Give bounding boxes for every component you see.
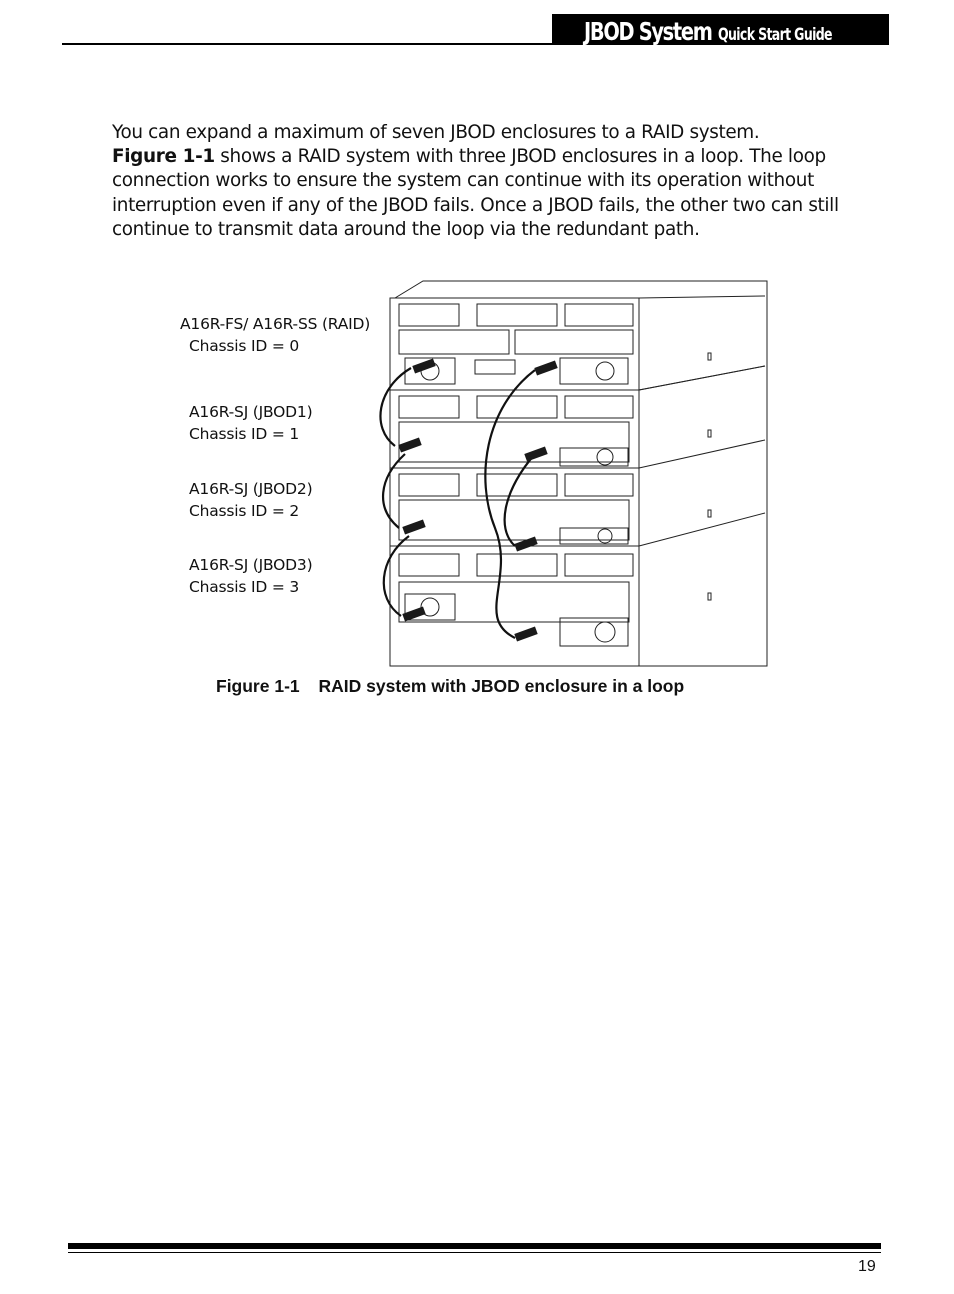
label-chassis-id: Chassis ID = 3 <box>189 577 300 596</box>
figure-label-jbod1 <box>189 402 312 445</box>
chassis-jbod2 <box>390 468 765 546</box>
loop-cables <box>380 368 535 638</box>
raid-jbod-stack-illustration <box>375 278 771 672</box>
chassis-jbod3 <box>390 546 639 666</box>
caption-number: Figure 1-1 <box>216 676 300 696</box>
intro-sentence: You can expand a maximum of seven JBOD enclosures to a RAID system. <box>112 122 760 143</box>
header-title-main: JBOD System <box>584 17 712 46</box>
figure-caption <box>216 676 684 697</box>
header-title-badge <box>552 14 889 45</box>
label-model: A16R-SJ (JBOD3) <box>189 556 313 574</box>
label-model: A16R-SJ (JBOD1) <box>189 403 313 421</box>
page-number: 19 <box>858 1258 876 1275</box>
paragraph-rest: shows a RAID system with three JBOD enclosures in a loop. The loop connection works to ensure the system can continue with its operation without interruption even if any of the JBOD fails. Once a JBOD fails, the other two can still continue to transmit data around the loop via the redundant path. <box>112 146 839 240</box>
label-model: A16R-SJ (JBOD2) <box>189 480 313 498</box>
header-title-sub: Quick Start Guide <box>718 25 833 45</box>
figure-label-raid <box>180 314 370 357</box>
footer-rule-thick <box>68 1243 881 1249</box>
footer-rule-thin <box>68 1252 881 1253</box>
label-chassis-id: Chassis ID = 1 <box>189 424 300 443</box>
figure-label-jbod3 <box>189 555 312 598</box>
chassis-jbod1 <box>390 366 765 468</box>
label-chassis-id: Chassis ID = 2 <box>189 501 300 520</box>
chassis-raid <box>390 296 765 390</box>
side-panel-details <box>639 353 711 666</box>
label-chassis-id: Chassis ID = 0 <box>189 336 300 355</box>
body-paragraph <box>112 121 842 242</box>
label-model: A16R-FS/ A16R-SS (RAID) <box>180 315 371 333</box>
caption-text: RAID system with JBOD enclosure in a loop <box>318 676 685 696</box>
figure-label-jbod2 <box>189 479 312 522</box>
figure-reference: Figure 1-1 <box>112 146 215 168</box>
